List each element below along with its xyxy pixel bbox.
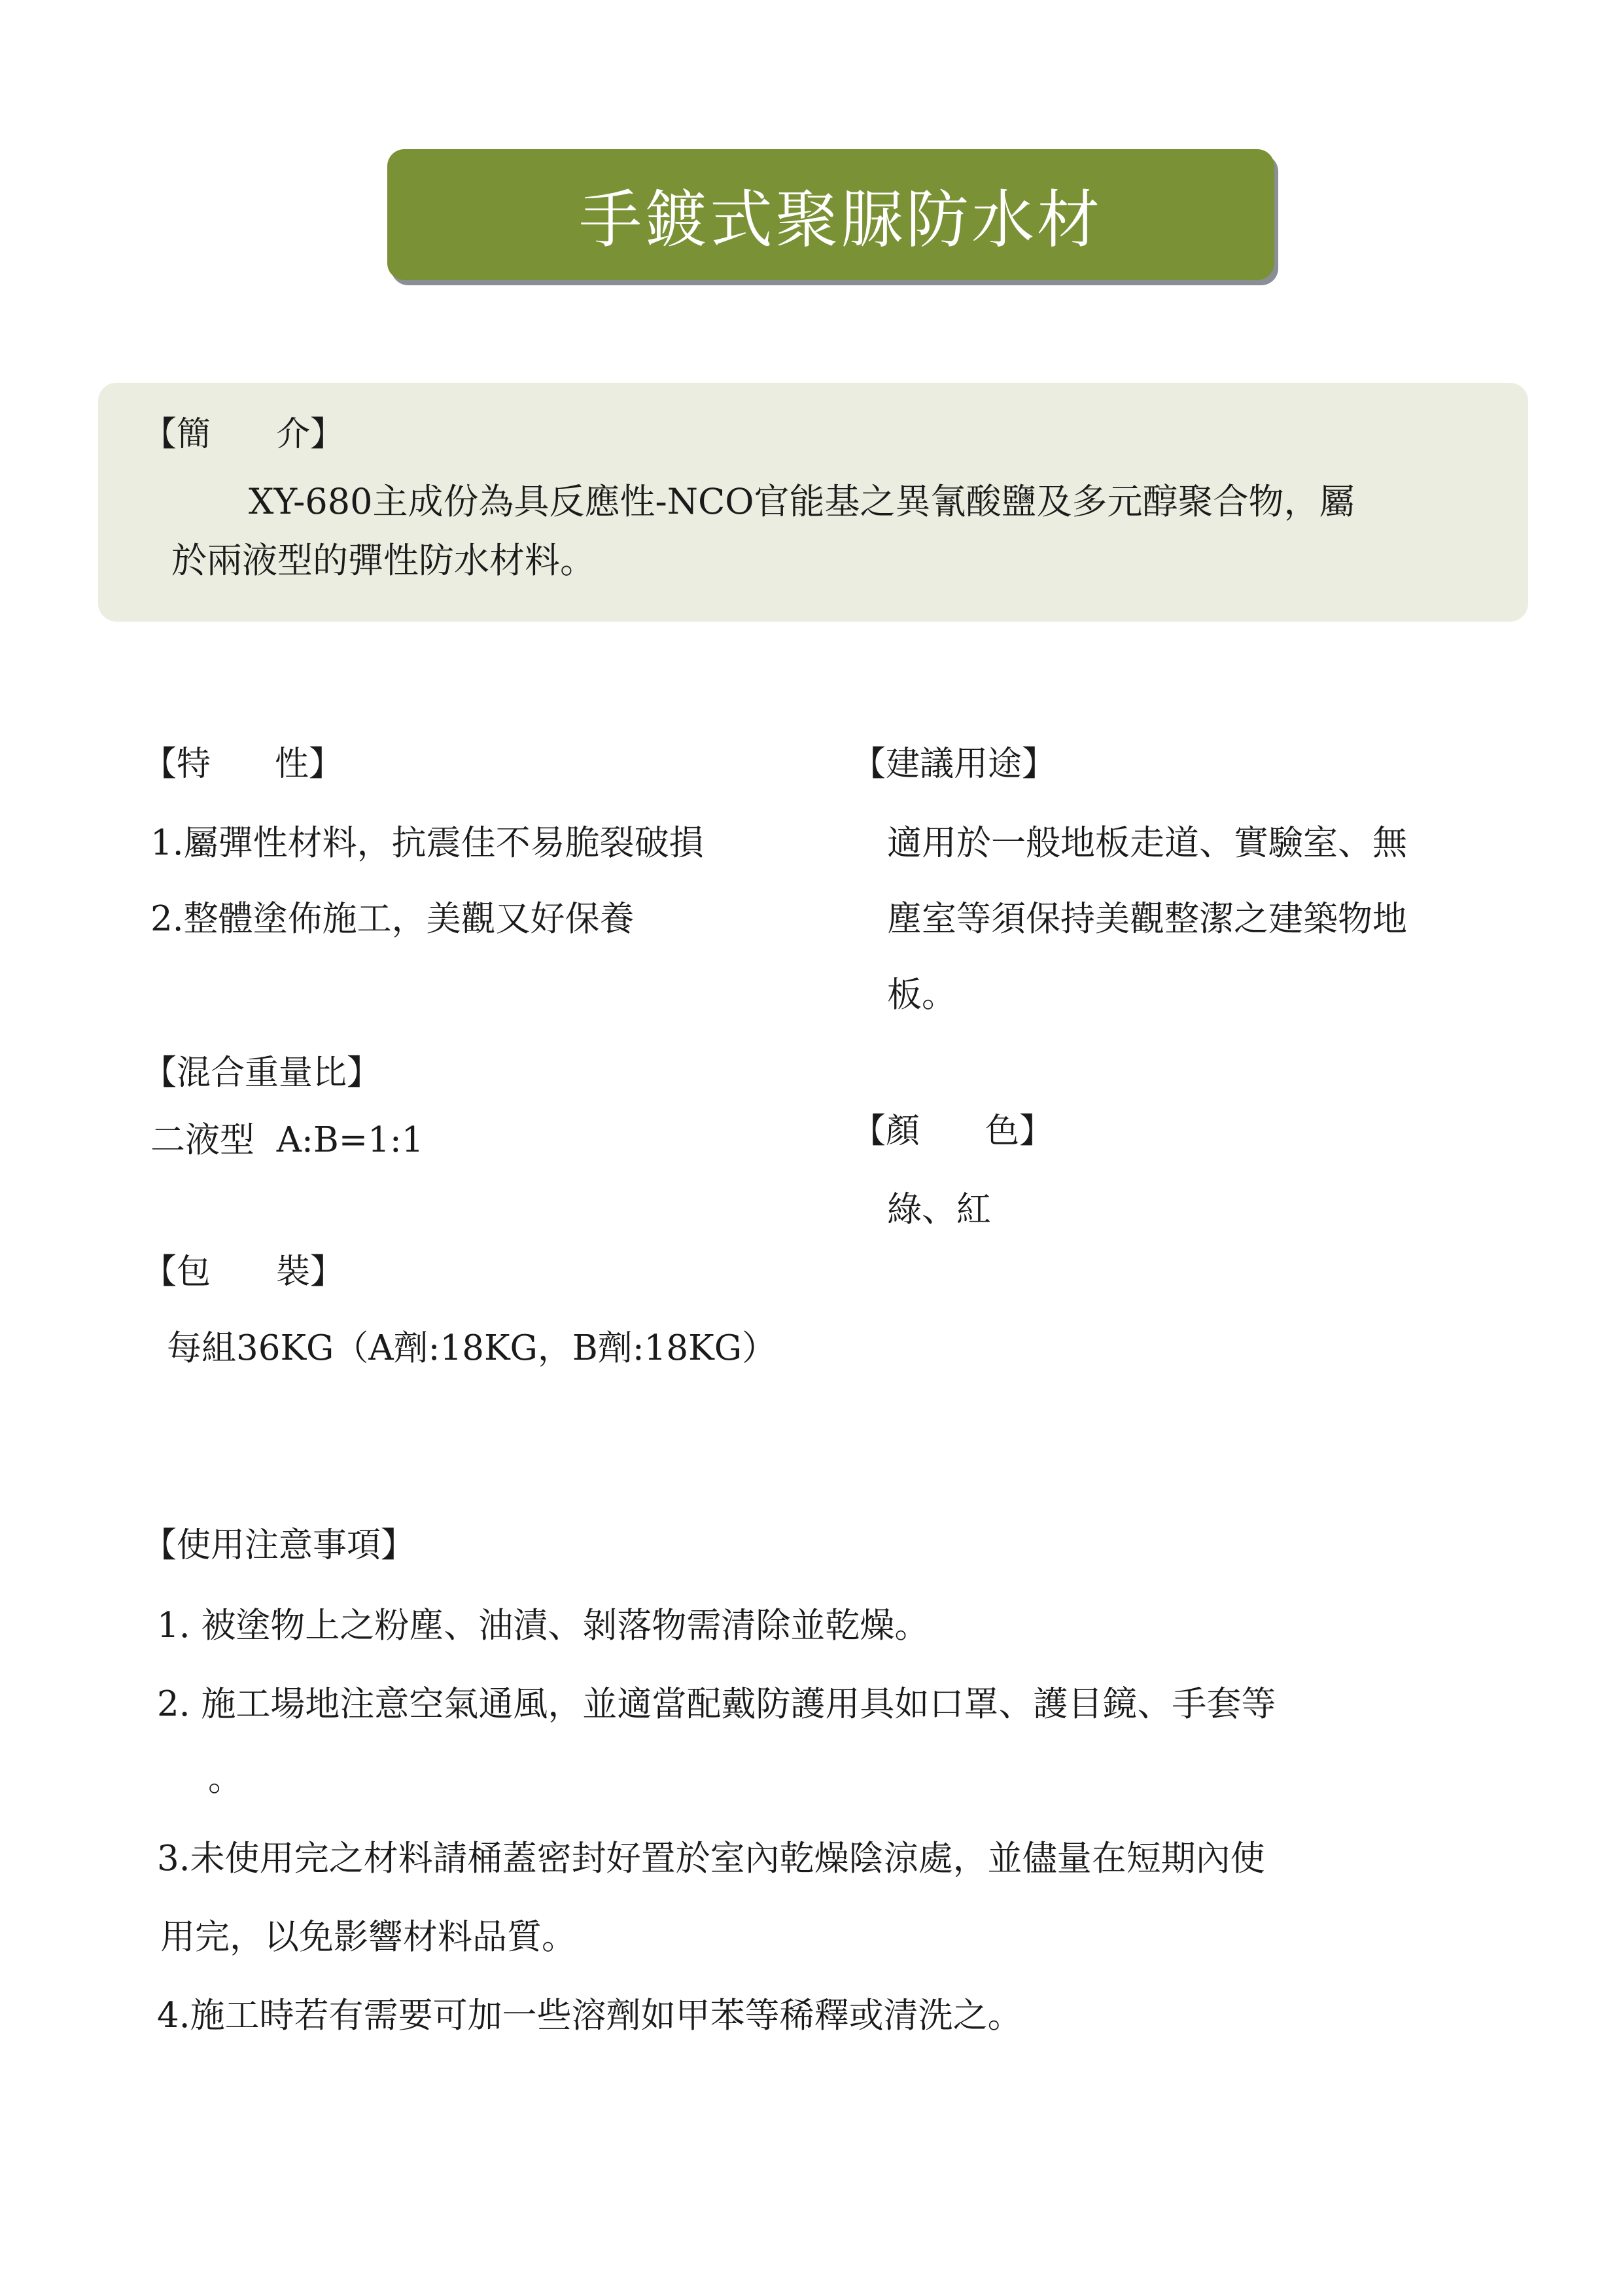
color-value: 綠、紅: [887, 1190, 991, 1229]
notes-line-4: 4.施工時若有需要可加一些溶劑如甲苯等稀釋或清洗之。: [157, 1996, 1022, 2036]
packaging-heading-left: 【包: [143, 1252, 211, 1292]
features-heading-right: 性】: [275, 745, 343, 784]
intro-heading: [143, 415, 345, 454]
notes-line-3-cont: 用完，以免影響材料品質。: [160, 1917, 576, 1957]
intro-heading-left: 【簡: [143, 415, 211, 454]
intro-line-2: 於兩液型的彈性防水材料。: [171, 540, 595, 581]
packaging-value: 每組36KG（A劑:18KG，B劑:18KG）: [167, 1328, 777, 1368]
features-heading-left: 【特: [143, 745, 211, 784]
title-banner: [387, 149, 1274, 280]
usage-line-2: 塵室等須保持美觀整潔之建築物地: [887, 899, 1407, 939]
usage-line-3: 板。: [887, 975, 956, 1015]
notes-line-2-cont: 。: [208, 1759, 243, 1799]
color-heading-right: 色】: [985, 1112, 1054, 1151]
notes-heading: 【使用注意事項】: [143, 1526, 415, 1565]
usage-line-1: 適用於一般地板走道、實驗室、無: [887, 823, 1407, 863]
intro-heading-right: 介】: [276, 415, 345, 454]
notes-line-2: 2. 施工場地注意空氣通風，並適當配戴防護用具如口罩、護目鏡、手套等: [157, 1684, 1276, 1724]
page-title: 手鍍式聚脲防水材: [579, 183, 1102, 256]
packaging-heading-right: 裝】: [276, 1252, 345, 1292]
mix-ratio-value: 二液型 A:B=1:1: [150, 1120, 424, 1160]
mix-ratio-heading: 【混合重量比】: [143, 1053, 381, 1093]
intro-line-1: XY-680主成份為具反應性-NCO官能基之異氰酸鹽及多元醇聚合物，屬: [249, 481, 1355, 522]
usage-heading: 【建議用途】: [852, 745, 1056, 784]
color-heading-left: 【顏: [852, 1112, 920, 1151]
features-item-2: 2.整體塗佈施工，美觀又好保養: [150, 899, 635, 939]
notes-line-3: 3.未使用完之材料請桶蓋密封好置於室內乾燥陰涼處，並儘量在短期內使: [157, 1839, 1265, 1879]
features-heading: [143, 745, 343, 784]
notes-line-1: 1. 被塗物上之粉塵、油漬、剝落物需清除並乾燥。: [157, 1606, 930, 1646]
features-item-1: 1.屬彈性材料，抗震佳不易脆裂破損: [150, 823, 704, 863]
color-heading: [852, 1112, 1054, 1151]
packaging-heading: [143, 1252, 345, 1292]
